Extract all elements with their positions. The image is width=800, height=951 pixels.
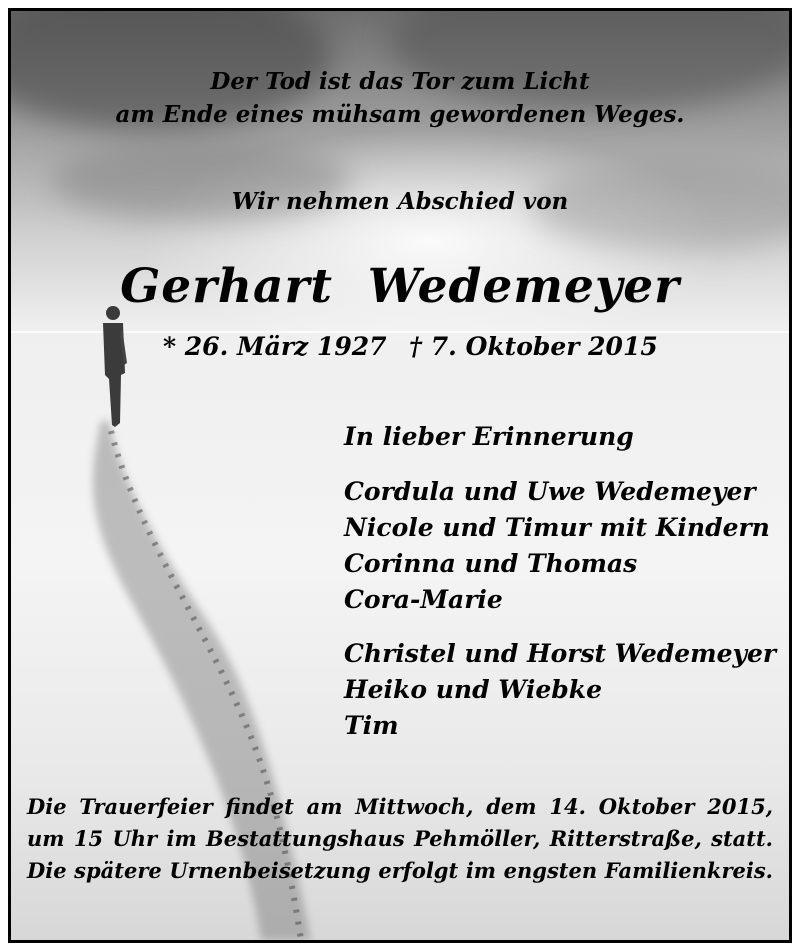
mourner-line: Cora-Marie [344,585,503,614]
walking-person-silhouette [95,303,135,433]
funeral-line: Die spätere Urnenbeisetzung erfolgt im engsten Familienkreis. [27,858,773,883]
motto-line: am Ende eines mühsam gewordenen Weges. [115,101,685,128]
deceased-name: Gerhart Wedemeyer [120,259,680,314]
mourner-line: Corinna und Thomas [344,549,638,578]
memory-heading: In lieber Erinnerung [344,422,634,451]
mourner-line: Tim [344,711,399,740]
motto [11,65,789,131]
obituary-notice [8,8,792,943]
mourner-line: Cordula und Uwe Wedemeyer [344,477,756,506]
funeral-details [27,791,773,887]
farewell-intro: Wir nehmen Abschied von [231,188,569,215]
funeral-line: Die Trauerfeier findet am Mittwoch, dem 14. Oktober 2015, [27,794,773,819]
mourners-group-1 [344,474,770,618]
mourners-group-2 [344,636,776,744]
mourner-line: Nicole und Timur mit Kindern [344,513,770,542]
funeral-line: um 15 Uhr im Bestattungshaus Pehmöller, Ritterstraße, statt. [27,826,773,851]
birth-date: * 26. März 1927 [163,332,387,361]
mourner-line: Heiko und Wiebke [344,675,603,704]
mourner-line: Christel und Horst Wedemeyer [344,639,777,668]
death-date: † 7. Oktober 2015 [409,332,658,361]
motto-line: Der Tod ist das Tor zum Licht [210,68,590,95]
